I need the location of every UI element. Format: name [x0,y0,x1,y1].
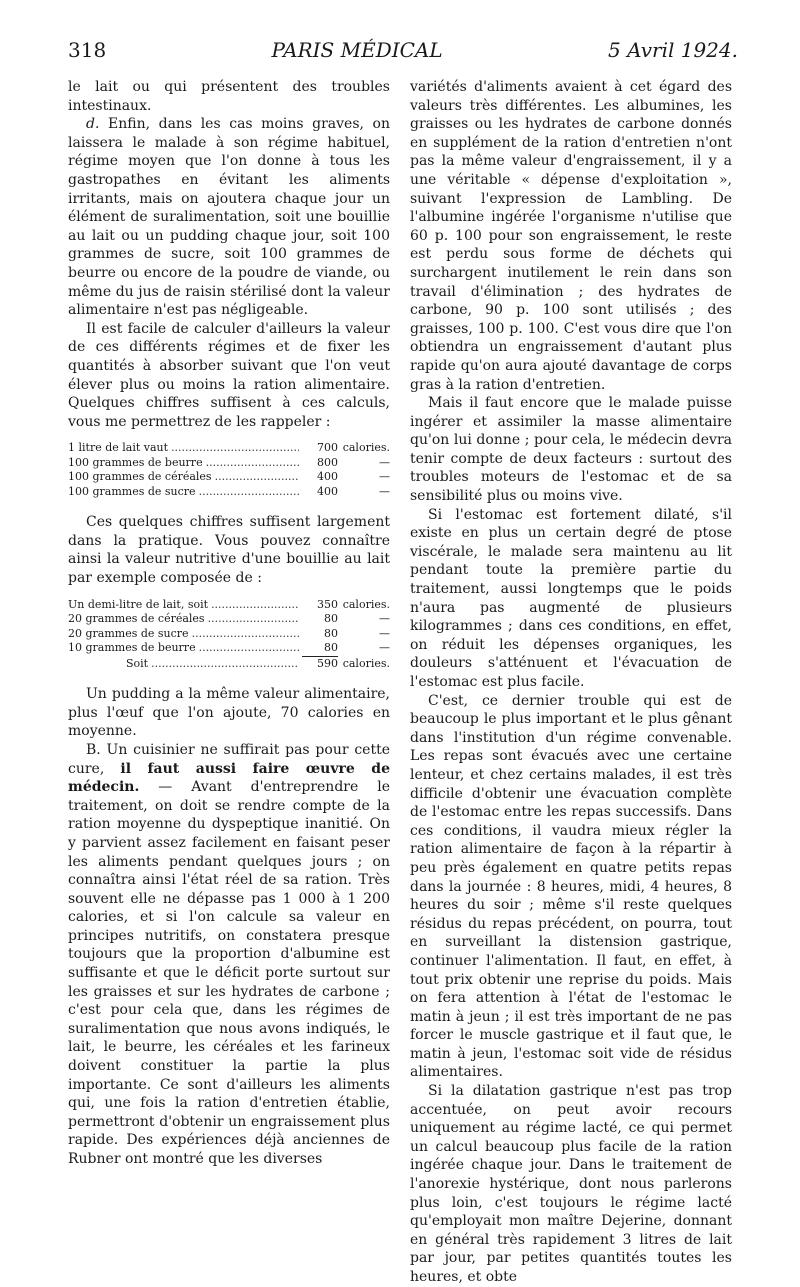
table-row [68,456,390,471]
row-label: 20 grammes de céréales [68,612,205,626]
row-unit: calories. [342,441,390,455]
table-row [68,441,390,456]
row-value: 80 [324,612,338,626]
table-row [68,641,390,657]
journal-title: PARIS MÉDICAL [271,38,443,62]
table-row [68,470,390,485]
paragraph-text: Enfin, dans les cas moins graves, on laissera le malade à son régime habituel, régime moyen que l'on donne à tous les gastropathes en évitant les aliments irritants, mais on ajoutera chaque jour un élément de suralimentation, soit une bouillie au lait ou un pudding chaque jour, soit 100 grammes de sucre, soit 100 grammes de beurre ou encore de la poudre de viande, ou même du jus de raisin stérilisé dont la valeur alimentaire n'est pas négligeable. [68,116,390,319]
row-label: 100 grammes de beurre [68,455,203,469]
row-unit: — [379,484,390,498]
table-row [68,485,390,500]
table-row [68,627,390,642]
row-unit: — [379,612,390,626]
paragraph: Ces quelques chiffres suffisent largement dans la pratique. Vous pouvez connaître ainsi la valeur nutritive d'une bouillie au lait par exemple composée de : [68,514,390,587]
paragraph: Si l'estomac est fortement dilaté, s'il existe en plus un certain degré de ptose viscérale, le malade sera maintenu au lit pendant toute la première partie du traitement, aussi longtemps que le poids n'aura pas augmenté de plusieurs kilogrammes ; dans ces conditions, en effet, on réduit les dépenses organiques, les douleurs s'atténuent et l'évacuation de l'estomac est plus facile. [410,506,732,690]
total-unit: calories. [342,656,390,670]
calorie-table [68,441,390,499]
row-label: 1 litre de lait vaut [68,441,169,455]
row-unit: — [379,641,390,655]
paragraph: Mais il faut encore que le malade puisse ingérer et assimiler la masse alimentaire qu'on lui donne ; pour cela, le médecin devra tenir compte de deux facteurs : surtout des troubles moteurs de l'estomac et de sa sensibilité plus ou moins vive. [410,395,732,505]
list-marker: d. [86,116,100,133]
row-unit: — [379,455,390,469]
right-column [410,78,732,1287]
paragraph: C'est, ce dernier trouble qui est de beaucoup le plus important et le plus gênant dans l'institution d'un régime convenable. Les repas sont évacués avec une certaine lenteur, et chez certains malades, il est très difficile d'obtenir une évacuation complète de l'estomac entre les repas successifs. Dans ces conditions, il vaudra mieux régler la ration alimentaire de façon à la répartir à peu près également en quatre petits repas dans la journée : 8 heures, midi, 4 heures, 8 heures du soir ; même s'il reste quelques résidus du repas précédent, on pourra, tout en surveillant la distension gastrique, continuer l'alimentation. Il faut, en effet, à tout prix obtenir une reprise du poids. Mais on fera attention à l'état de l'estomac le matin à jeun ; il est très important de ne pas forcer le muscle gastrique et il faut que, le matin à jeun, l'estomac soit vide de résidus alimentaires. [410,692,732,1081]
paragraph: Un pudding a la même valeur alimentaire, plus l'œuf que l'on ajoute, 70 calories en moyenne. [68,686,390,740]
bouillie-table [68,598,390,672]
paragraph-text: B. Un cuisinier ne suffirait pas pour cette cure, [68,741,390,777]
row-value: 800 [317,455,338,469]
row-value: 400 [317,470,338,484]
row-value: 350 [317,597,338,611]
row-label: 10 grammes de beurre [68,641,196,655]
total-value: 590 [317,656,338,670]
paragraph: variétés d'aliments avaient à cet égard des valeurs très différentes. Les albumines, les graisses ou les hydrates de carbone donnés en supplément de la ration d'entretien n'ont pas la même valeur d'engraissement, il y a une véritable « dépense d'exploitation », suivant l'expression de Lambling. De l'albumine ingérée l'organisme n'utilise que 60 p. 100 pour son engraissement, le reste est perdu sous forme de déchets qui surchargent inutilement le rein dans son travail d'élimination ; des hydrates de carbone, 90 p. 100 sont utilisés ; des graisses, 100 p. 100. C'est vous dire que l'on obtiendra un engraissement d'autant plus rapide qu'on aura ajouté davantage de corps gras à la ration d'entretien. [410,79,732,393]
paragraph: Si la dilatation gastrique n'est pas trop accentuée, on peut avoir recours uniquement au régime lacté, ce qui permet un calcul beaucoup plus facile de la ration ingérée chaque jour. Dans le traitement de l'anorexie hystérique, dont nous parlerons plus loin, c'est toujours le régime lacté qu'employait mon maître Dejerine, donnant en général très rapidement 3 litres de lait par jour, par petites quantités toutes les heures, et obte [410,1083,732,1285]
row-unit: — [379,470,390,484]
row-value: 400 [317,484,338,498]
row-label: Un demi-litre de lait, soit [68,597,209,611]
row-label: 100 grammes de sucre [68,484,196,498]
row-value: 700 [317,441,338,455]
row-value: 80 [302,641,338,657]
table-row [68,598,390,613]
paragraph [68,741,390,1169]
total-label: Soit [126,656,149,670]
paragraph: le lait ou qui présentent des troubles intestinaux. [68,79,390,114]
row-unit: calories. [342,597,390,611]
emphasis-text: il faut aussi faire œuvre de médecin. [68,760,390,796]
row-unit: — [379,626,390,640]
left-column [68,78,390,1169]
row-label: 20 grammes de sucre [68,626,189,640]
paragraph: Il est facile de calculer d'ailleurs la valeur de ces différents régimes et de fixer les quantités à absorber suivant que l'on veut élever plus ou moins la ration alimentaire. Quelques chiffres suffisent à ces calculs, vous me permettrez de les rappeler : [68,320,390,430]
row-value: 80 [324,626,338,640]
page-header [68,38,738,68]
row-label: 100 grammes de céréales [68,470,212,484]
page-number: 318 [68,38,107,62]
issue-date: 5 Avril 1924. [608,38,738,62]
paragraph [68,115,390,320]
table-total-row [68,657,390,672]
paragraph-text: — Avant d'entreprendre le traitement, on doit se rendre compte de la ration moyenne du dyspeptique inanitié. On y parvient assez facilement en faisant peser les aliments pendant quelques jours ; on connaîtra ainsi l'état réel de sa ration. Très souvent elle ne dépasse pas 1 000 à 1 200 calories, et si l'on calcule sa valeur en principes nutritifs, on constatera presque toujours que la proportion d'albumine est suffisante et que le déficit porte surtout sur les graisses et sur les hydrates de carbone ; c'est pour cela que, dans les régimes de suralimentation que nous avons indiqués, le lait, le beurre, les céréales et les farineux doivent constituer la partie la plus importante. Ce sont d'ailleurs les aliments qui, une fois la ration d'entretien établie, permettront d'obtenir un engraissement plus rapide. Des expériences déjà anciennes de Rubner ont montré que les diverses [68,779,390,1167]
table-row [68,612,390,627]
